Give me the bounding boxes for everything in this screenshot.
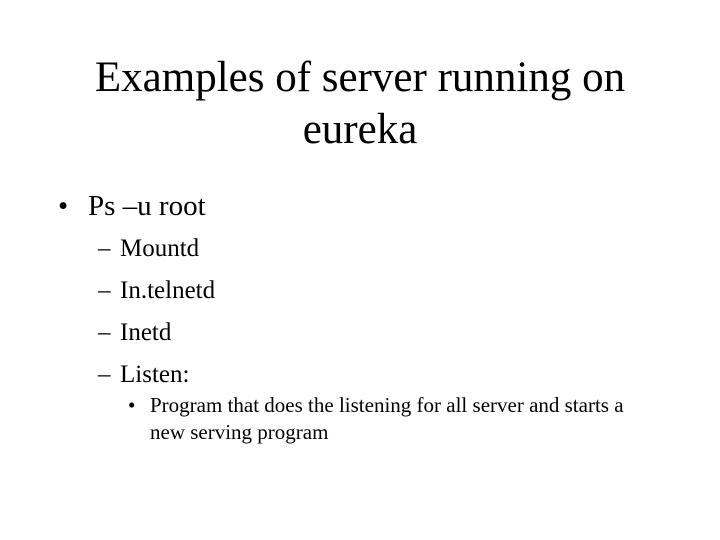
main-bullet xyxy=(58,188,206,224)
main-bullet-text: Ps –u root xyxy=(88,190,206,222)
sub-bullet-in-telnetd xyxy=(98,270,215,312)
detail-bullet xyxy=(128,392,648,446)
sub-bullet-list xyxy=(98,228,215,396)
dash-marker: – xyxy=(98,361,111,388)
dash-marker: – xyxy=(98,319,111,346)
sub-bullet-listen xyxy=(98,354,215,396)
sub-bullet-text: In.telnetd xyxy=(120,277,216,304)
bullet-marker: • xyxy=(58,190,69,222)
detail-bullet-text: Program that does the listening for all server and starts a new serving program xyxy=(150,393,624,444)
sub-bullet-text: Inetd xyxy=(120,319,172,346)
slide-title: Examples of server running on eureka xyxy=(94,54,626,153)
dash-marker: – xyxy=(98,235,111,262)
sub-bullet-text: Listen: xyxy=(120,361,190,388)
sub-bullet-text: Mountd xyxy=(120,235,200,262)
sub-bullet-mountd xyxy=(98,228,215,270)
dash-marker: – xyxy=(98,277,111,304)
sub-bullet-inetd xyxy=(98,312,215,354)
bullet-marker: • xyxy=(128,393,136,417)
